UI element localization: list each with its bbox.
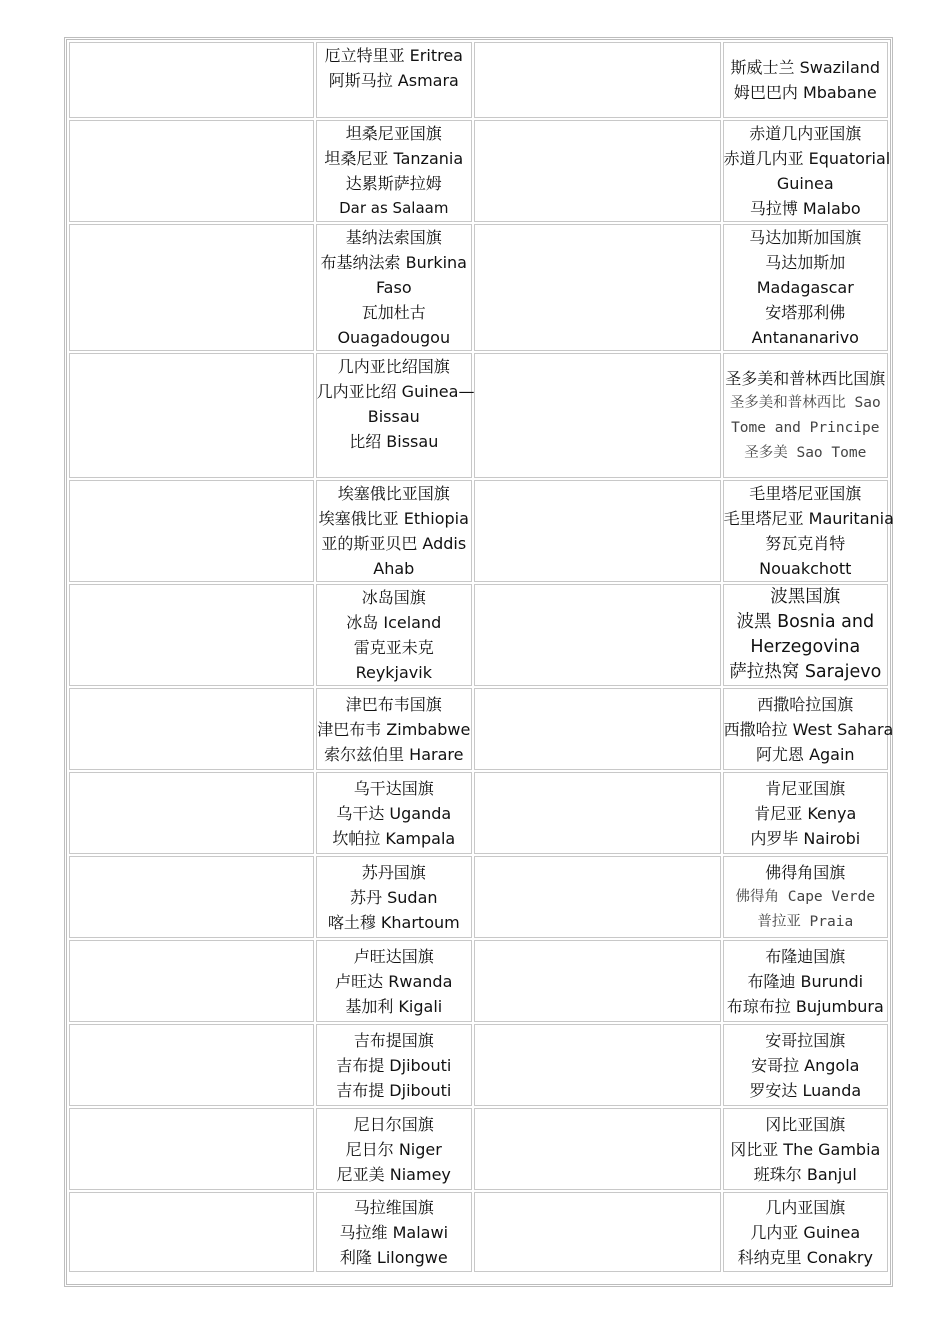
country-name: 佛得角 Cape Verde bbox=[735, 888, 876, 905]
flag-image-cell bbox=[474, 940, 721, 1022]
flag-image-cell bbox=[474, 1108, 721, 1190]
flag-caption: 冈比亚国旗 bbox=[765, 1114, 846, 1134]
flag-caption: 津巴布韦国旗 bbox=[345, 694, 442, 714]
flag-image-cell bbox=[474, 584, 721, 686]
flag-caption: 坦桑尼亚国旗 bbox=[345, 124, 442, 143]
capital-name: 坎帕拉 Kampala bbox=[332, 828, 456, 848]
country-info-cell bbox=[316, 1024, 472, 1106]
flag-image-cell bbox=[474, 772, 721, 854]
capital-name: 比绍 Bissau bbox=[349, 432, 439, 451]
country-info-cell bbox=[723, 688, 894, 770]
capital-name-en: Nouakchott bbox=[759, 559, 852, 578]
country-name: 埃塞俄比亚 Ethiopia bbox=[318, 509, 469, 528]
flag-caption: 基纳法索国旗 bbox=[345, 228, 442, 247]
flag-caption: 佛得角国旗 bbox=[765, 862, 846, 882]
country-info-cell bbox=[316, 940, 472, 1022]
country-name: 斯威士兰 Swaziland bbox=[730, 58, 881, 77]
capital-name: 内罗毕 Nairobi bbox=[750, 828, 861, 848]
country-info-cell bbox=[316, 1108, 472, 1190]
flag-image-cell bbox=[69, 584, 314, 686]
country-name-cont: Tome and Principe bbox=[731, 419, 880, 436]
flag-image-cell bbox=[474, 353, 721, 478]
country-name: 冰岛 Iceland bbox=[346, 613, 442, 632]
country-info-cell bbox=[723, 480, 894, 582]
table-row bbox=[69, 1024, 888, 1106]
country-info-cell bbox=[316, 224, 472, 351]
country-info-cell bbox=[723, 772, 888, 854]
country-name: 布隆迪 Burundi bbox=[747, 971, 864, 991]
flag-image-cell bbox=[69, 1024, 314, 1106]
flag-image-cell bbox=[69, 688, 314, 770]
flag-caption: 安哥拉国旗 bbox=[765, 1030, 846, 1050]
flag-image-cell bbox=[69, 224, 314, 351]
flag-image-cell bbox=[69, 1108, 314, 1190]
country-info-cell bbox=[316, 353, 475, 478]
table-row bbox=[69, 120, 888, 222]
flag-image-cell bbox=[69, 42, 314, 118]
country-name: 赤道几内亚 Equatorial bbox=[723, 149, 891, 168]
table-row bbox=[69, 856, 888, 938]
capital-name: 科纳克里 Conakry bbox=[737, 1247, 873, 1267]
capital-name: 普拉亚 Praia bbox=[757, 913, 854, 930]
capital-name: 阿斯马拉 Asmara bbox=[328, 71, 459, 90]
country-name: 坦桑尼亚 Tanzania bbox=[324, 149, 464, 168]
flag-image-cell bbox=[474, 1192, 721, 1272]
table-row bbox=[69, 1108, 888, 1190]
country-name-cont: Guinea bbox=[776, 174, 834, 193]
flag-caption: 波黑国旗 bbox=[770, 587, 841, 607]
country-name: 肯尼亚 Kenya bbox=[754, 803, 857, 823]
capital-name: 雷克亚未克 bbox=[353, 638, 434, 657]
flag-image-cell bbox=[69, 120, 314, 222]
table-row bbox=[69, 1192, 888, 1272]
flag-caption: 乌干达国旗 bbox=[353, 778, 434, 798]
capital-name: 姆巴巴内 Mbabane bbox=[733, 83, 877, 102]
flag-caption: 圣多美和普林西比国旗 bbox=[725, 368, 886, 388]
flag-image-cell bbox=[474, 1024, 721, 1106]
capital-name: 索尔兹伯里 Harare bbox=[324, 744, 464, 764]
capital-name-en: Antananarivo bbox=[751, 328, 859, 347]
table-row bbox=[69, 353, 888, 478]
flag-caption: 毛里塔尼亚国旗 bbox=[749, 484, 862, 503]
flag-caption: 赤道几内亚国旗 bbox=[749, 124, 862, 143]
capital-name: 喀土穆 Khartoum bbox=[327, 912, 460, 932]
flag-caption: 几内亚比绍国旗 bbox=[337, 357, 450, 376]
table-row bbox=[69, 772, 888, 854]
capital-name: 吉布提 Djibouti bbox=[336, 1080, 452, 1100]
capital-name: 萨拉热窝 Sarajevo bbox=[729, 662, 882, 682]
capital-name-en: Ouagadougou bbox=[337, 328, 451, 347]
flag-image-cell bbox=[69, 480, 314, 582]
capital-name: 圣多美 Sao Tome bbox=[744, 444, 867, 461]
country-name: 波黑 Bosnia and bbox=[736, 612, 875, 632]
capital-name: 安塔那利佛 bbox=[765, 303, 846, 322]
capital-name-cont: Ahab bbox=[373, 559, 415, 578]
country-info-cell bbox=[316, 584, 472, 686]
flag-caption: 尼日尔国旗 bbox=[353, 1114, 434, 1134]
country-name: 苏丹 Sudan bbox=[350, 887, 438, 907]
flag-image-cell bbox=[69, 1192, 314, 1272]
country-name: 几内亚 Guinea bbox=[750, 1222, 861, 1242]
country-info-cell bbox=[316, 120, 472, 222]
country-info-cell bbox=[723, 120, 891, 222]
country-info-cell bbox=[723, 856, 888, 938]
capital-name: 瓦加杜古 bbox=[361, 303, 426, 322]
country-info-cell bbox=[316, 480, 472, 582]
country-name: 布基纳法索 Burkina bbox=[320, 253, 467, 272]
table-row bbox=[69, 688, 888, 770]
country-name: 乌干达 Uganda bbox=[336, 803, 452, 823]
table-row bbox=[69, 940, 888, 1022]
table-row bbox=[69, 42, 888, 118]
country-info-cell bbox=[723, 940, 888, 1022]
country-info-cell bbox=[723, 1192, 888, 1272]
document-page bbox=[64, 37, 893, 1287]
flag-caption: 卢旺达国旗 bbox=[353, 946, 434, 966]
country-info-cell bbox=[316, 1192, 472, 1272]
country-info-cell bbox=[316, 688, 472, 770]
country-name: 厄立特里亚 Eritrea bbox=[324, 46, 463, 65]
country-info-cell bbox=[723, 353, 888, 478]
capital-name: 基加利 Kigali bbox=[345, 996, 443, 1016]
country-name: 马达加斯加 bbox=[765, 253, 846, 272]
capital-name: 尼亚美 Niamey bbox=[336, 1164, 451, 1184]
country-name-cont: Faso bbox=[375, 278, 412, 297]
capital-name-en: Reykjavik bbox=[355, 663, 432, 682]
country-name: 冈比亚 The Gambia bbox=[730, 1139, 881, 1159]
flag-caption: 马拉维国旗 bbox=[353, 1197, 434, 1217]
flag-caption: 肯尼亚国旗 bbox=[765, 778, 846, 798]
country-name: 卢旺达 Rwanda bbox=[335, 971, 453, 991]
flag-caption: 苏丹国旗 bbox=[361, 862, 426, 882]
flag-caption: 埃塞俄比亚国旗 bbox=[337, 484, 450, 503]
flag-caption: 西撒哈拉国旗 bbox=[757, 694, 854, 714]
capital-name: 布琼布拉 Bujumbura bbox=[726, 996, 884, 1016]
flag-image-cell bbox=[474, 480, 721, 582]
country-name: 安哥拉 Angola bbox=[751, 1055, 860, 1075]
capital-name: 努瓦克肖特 bbox=[765, 534, 846, 553]
capital-name: 班珠尔 Banjul bbox=[753, 1164, 857, 1184]
flag-image-cell bbox=[69, 772, 314, 854]
flag-image-cell bbox=[474, 856, 721, 938]
capital-name-en: Dar as Salaam bbox=[339, 199, 449, 217]
table-row bbox=[69, 224, 888, 351]
flag-caption: 布隆迪国旗 bbox=[765, 946, 846, 966]
flag-image-cell bbox=[474, 688, 721, 770]
country-name-cont: Bissau bbox=[367, 407, 420, 426]
capital-name: 马拉博 Malabo bbox=[749, 199, 861, 218]
country-info-cell bbox=[723, 42, 888, 118]
capital-name: 达累斯萨拉姆 bbox=[345, 174, 442, 193]
flag-caption: 马达加斯加国旗 bbox=[749, 228, 862, 247]
country-name: 津巴布韦 Zimbabwe bbox=[317, 719, 471, 739]
country-info-cell bbox=[316, 856, 472, 938]
country-info-cell bbox=[316, 772, 472, 854]
flag-image-cell bbox=[69, 856, 314, 938]
flag-image-cell bbox=[474, 120, 721, 222]
capital-name: 阿尤恩 Again bbox=[755, 744, 855, 764]
capital-name: 亚的斯亚贝巴 Addis bbox=[321, 534, 467, 553]
country-info-cell bbox=[723, 1024, 888, 1106]
country-info-cell bbox=[723, 584, 888, 686]
table-row bbox=[69, 480, 888, 582]
table-row bbox=[69, 584, 888, 686]
flag-image-cell bbox=[69, 353, 314, 478]
country-name: 圣多美和普林西比 Sao bbox=[729, 394, 881, 411]
capital-name: 罗安达 Luanda bbox=[749, 1080, 862, 1100]
flag-caption: 几内亚国旗 bbox=[765, 1197, 846, 1217]
country-name-cont: Herzegovina bbox=[750, 637, 861, 657]
country-info-cell bbox=[723, 224, 888, 351]
country-name: 西撒哈拉 West Sahara bbox=[723, 719, 894, 739]
flag-image-cell bbox=[474, 42, 721, 118]
flag-image-cell bbox=[69, 940, 314, 1022]
country-name: 马拉维 Malawi bbox=[339, 1222, 449, 1242]
country-name: 毛里塔尼亚 Mauritania bbox=[723, 509, 894, 528]
flag-caption: 吉布提国旗 bbox=[353, 1030, 434, 1050]
country-name: 几内亚比绍 Guinea— bbox=[316, 382, 475, 401]
country-info-cell bbox=[723, 1108, 888, 1190]
country-name: 吉布提 Djibouti bbox=[336, 1055, 452, 1075]
country-name: 尼日尔 Niger bbox=[345, 1139, 442, 1159]
country-flags-table bbox=[67, 40, 894, 1274]
capital-name: 利隆 Lilongwe bbox=[339, 1247, 448, 1267]
country-name-en: Madagascar bbox=[756, 278, 854, 297]
country-info-cell bbox=[316, 42, 472, 118]
flag-caption: 冰岛国旗 bbox=[361, 588, 426, 607]
flag-image-cell bbox=[474, 224, 721, 351]
